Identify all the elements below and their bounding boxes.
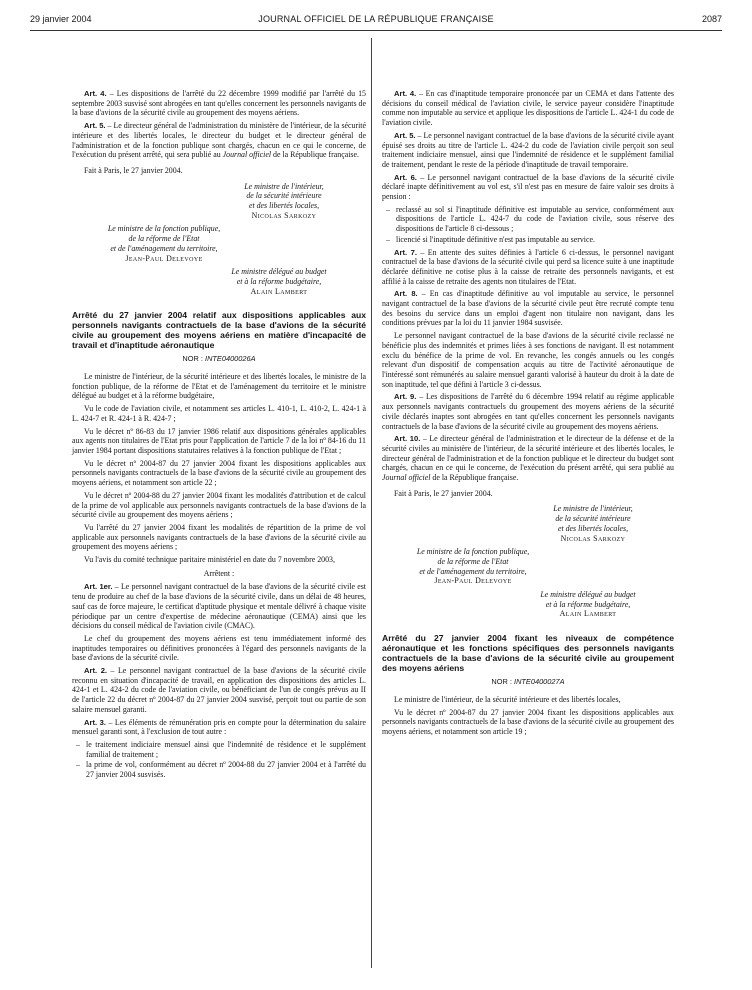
article-1-paragraph: Le chef du groupement des moyens aériens est tenu immédiatement informé des inaptitudes temporaires ou définitives prononcées à l'égard des personnels navigants de la base d'avions de la sécurité civile. [72,633,366,663]
preamble: Le ministre de l'intérieur, de la sécurité intérieure et des libertés locales, [394,694,621,704]
signature-budget: Le ministre délégué au budget et à la réforme budgétaire, Alain Lambert [540,590,636,619]
page-number: 2087 [701,14,722,24]
preamble: Le ministre de l'intérieur, de la sécurité intérieure et des libertés locales, le ministre de la fonction publique, de la réforme de l'Etat et de l'aménagement du territoire et le ministre délégué au budget et à la réforme budgétaire, [72,372,366,401]
decree-title: Arrêté du 27 janvier 2004 fixant les niveaux de compétence aéronautique et les fonctions spécifiques des personnels navigants contractuels de la base d'avions de la sécurité civile au groupement des moyens aériens [382,633,674,674]
article-7: Art. 7. – En attente des suites définies à l'article 6 ci-dessus, le personnel navigant contractuel de la base d'avions de la sécurité civile qui perd sa licence suite à une inaptitude déclarée définitive ne cotise plus à la caisse de retraite des personnels navigants, et est affilié à la caisse de retraite des agents non titulaires de l'Etat. [382,247,674,286]
visa: Vu l'arrêté du 27 janvier 2004 fixant les modalités de répartition de la prime de vol applicable aux personnels navigants contractuels de la base d'avions de la sécurité civile au groupement des moyens aériens ; [72,522,366,552]
visa: Vu le décret nº 2004-88 du 27 janvier 2004 fixant les modalités d'attribution et de calcul de la prime de vol applicable aux personnels navigants contractuels de la base d'avions de la sécurité civile au groupement des moyens aériens ; [72,490,366,520]
fait-a-paris: Fait à Paris, le 27 janvier 2004. [394,488,493,498]
nor-reference: NOR : INTE0400027A [491,677,565,687]
signature-fonction-publique: Le ministre de la fonction publique, de la réforme de l'Etat et de l'aménagement du territoire, Jean-Paul Delevoye [107,224,221,263]
visa: Vu le code de l'aviation civile, et notamment ses articles L. 410-1, L. 410-2, L. 424-1 à L. 424-7 et R. 424-1 à R. 424-7 ; [72,404,366,423]
article-1: Art. 1er. – Le personnel navigant contractuel de la base d'avions de la sécurité civile est tenu de produire au chef de la base d'avions de la sécurité civile, dans un délai de 48 heures, sauf cas de force majeure, le certificat d'aptitude physique et mentale délivré à chaque visite périodique par un centre d'expertise de médecine aéronautique (CEMA) ainsi que les décisions du conseil médical de l'aviation civile (CMAC). [72,582,367,631]
article-6: Art. 6. – Le personnel navigant contractuel de la base d'avions de la sécurité civile déclaré inapte définitivement au vol est, s'il n'est pas en mesure de faire valoir ses droits à pension : [382,172,674,202]
article-2: Art. 2. – Le personnel navigant contractuel de la base d'avions de la sécurité civile reconnu en situation d'incapacité de travail, en application des dispositions des articles L. 424-1 et L. 424-2 du code de l'aviation civile, ou bénéficiant de l'un de congés prévus au II de l'article 22 du décret nº 2004-87 du 27 janvier 2004 susvisé, perçoit tout ou partie de son salaire mensuel garanti. [72,666,366,714]
article-4: Art. 4. – En cas d'inaptitude temporaire prononcée par un CEMA et dans l'attente des décisions du conseil médical de l'aviation civile, le service payeur considère l'inaptitude comme non imputable au service et applique les dispositions de l'article L. 424-1 du code de l'aviation civile. [382,89,674,128]
visa: Vu le décret nº 86-83 du 17 janvier 1986 relatif aux dispositions générales applicables aux agents non titulaires de l'Etat pris pour l'application de l'article 7 de la loi nº 84-16 du 11 janvier 1984 portant dispositions statutaires relatives à la fonction publique de l'Etat ; [72,426,366,455]
signature-interieur: Le ministre de l'intérieur, de la sécurité intérieure et des libertés locales, Nicolas Sarkozy [244,181,324,220]
signature-fonction-publique: Le ministre de la fonction publique, de la réforme de l'Etat et de l'aménagement du territoire, Jean-Paul Delevoye [416,547,530,586]
list-item: – reclassé au sol si l'inaptitude définitive est imputable au service, conformément aux dispositions de l'article L. 424-7 du code de l'aviation civile, sous réserve des dispositions de l'article 8 ci-dessous ; [396,205,674,234]
article-4: Art. 4. – Les dispositions de l'arrêté du 22 décembre 1999 modifié par l'arrêté du 15 septembre 2003 susvisé sont abrogées en tant qu'elles concernent les personnels navigants de la base d'avions de la sécurité civile au groupement des moyens aériens. [72,89,367,118]
article-6-list [382,205,674,245]
left-column [72,89,366,783]
article-5: Art. 5. – Le directeur général de l'administration du ministère de l'intérieur, de la sécurité intérieure et des libertés locales, le directeur du budget et le directeur général de l'administration et de la fonction publique sont chargés, chacun en ce qui le concerne, de l'exécution du présent arrêté, qui sera publié au Journal officiel de la République française. [72,121,366,160]
article-5: Art. 5. – Le personnel navigant contractuel de la base d'avions de la sécurité civile ayant épuisé ses droits au titre de l'article L. 424-2 du code de l'aviation civile perçoit son seul traitement indiciaire mensuel, ainsi que l'indemnité de résidence et le supplément familial de traitement, pendant le reste de la période d'inaptitude de travail temporaire. [382,130,674,169]
list-item: – la prime de vol, conformément au décret nº 2004-88 du 27 janvier 2004 et à l'arrêté du 27 janvier 2004 susvisés. [86,760,366,779]
article-8-paragraph: Le personnel navigant contractuel de la base d'avions de la sécurité civile reclassé ne bénéficie plus des indemnités et primes liées à ses fonctions de navigant. Il est notamment exclu du bénéfice de la prime de vol. En revanche, les congés annuels ou les congés relevant d'un dispositif de compensation acquis au titre de l'activité aéronautique de l'intéressé sont rémunérés au salaire mensuel garanti valorisé à hauteur du droit à la date de son inaptitude, tel que défini à l'article 3 ci-dessus. [382,331,674,389]
visa: Vu le décret nº 2004-87 du 27 janvier 2004 fixant les dispositions applicables aux personnels navigants contractuels de la base d'avions de la sécurité civile au groupement des moyens aériens, et notamment son article 22 ; [72,458,366,488]
arretent: Arrêtent : [203,568,235,578]
article-3: Art. 3. – Les éléments de rémunération pris en compte pour la détermination du salaire mensuel garanti sont, à l'exclusion de tout autre : [72,717,366,737]
signature-interieur: Le ministre de l'intérieur, de la sécurité intérieure et des libertés locales, Nicolas Sarkozy [553,504,633,543]
header-date: 29 janvier 2004 [30,14,92,24]
list-item: – licencié si l'inaptitude définitive n'est pas imputable au service. [396,235,674,245]
article-8: Art. 8. – En cas d'inaptitude définitive au vol imputable au service, le personnel navigant contractuel de la base d'avions de la sécurité civile peut être recruté compte tenu des besoins du service dans un emploi d'agent non titulaire non navigant, dans les conditions prévues par la loi du 11 janvier 1984 susvisée. [382,289,674,328]
visa: Vu l'avis du comité technique paritaire ministériel en date du 7 novembre 2003, [84,555,335,565]
column-separator [371,38,372,968]
list-item: – le traitement indiciaire mensuel ainsi que l'indemnité de résidence et le supplément familial de traitement ; [86,740,366,759]
article-9: Art. 9. – Les dispositions de l'arrêté du 6 décembre 1994 relatif au régime applicable aux personnels navigants contractuels du groupement des moyens aériens de la sécurité civile déclarés inaptes sont abrogées en tant qu'elles concernent les personnels navigants contractuels de la base d'avions de la sécurité civile au groupement des moyens aériens. [382,392,674,431]
right-column [382,89,674,740]
header-rule [30,30,722,31]
article-3-list [72,740,366,780]
visa: Vu le décret nº 2004-87 du 27 janvier 2004 fixant les dispositions applicables aux personnels navigants contractuels de la base d'avions de la sécurité civile au groupement des moyens aériens, et notamment son article 19 ; [382,707,674,736]
signature-budget: Le ministre délégué au budget et à la réforme budgétaire, Alain Lambert [231,267,327,296]
journal-title: JOURNAL OFFICIEL DE LA RÉPUBLIQUE FRANÇAISE [258,14,494,24]
page-header [30,14,722,28]
article-10: Art. 10. – Le directeur général de l'administration et le directeur de la défense et de la sécurité civiles au ministère de l'intérieur, de la sécurité intérieure et des libertés locales, le directeur général de l'administration et de la fonction publique et le directeur du budget sont chargés, chacun en ce qui le concerne, de l'exécution du présent arrêté, qui sera publié au Journal officiel de la République française. [382,434,674,483]
nor-reference: NOR : INTE0400026A [182,354,256,364]
fait-a-paris: Fait à Paris, le 27 janvier 2004. [84,165,183,175]
decree-title: Arrêté du 27 janvier 2004 relatif aux dispositions applicables aux personnels navigants contractuels de la base d'avions de la sécurité civile au groupement des moyens aériens en matière d'incapacité de travail et d'inaptitude aéronautique [72,310,366,351]
